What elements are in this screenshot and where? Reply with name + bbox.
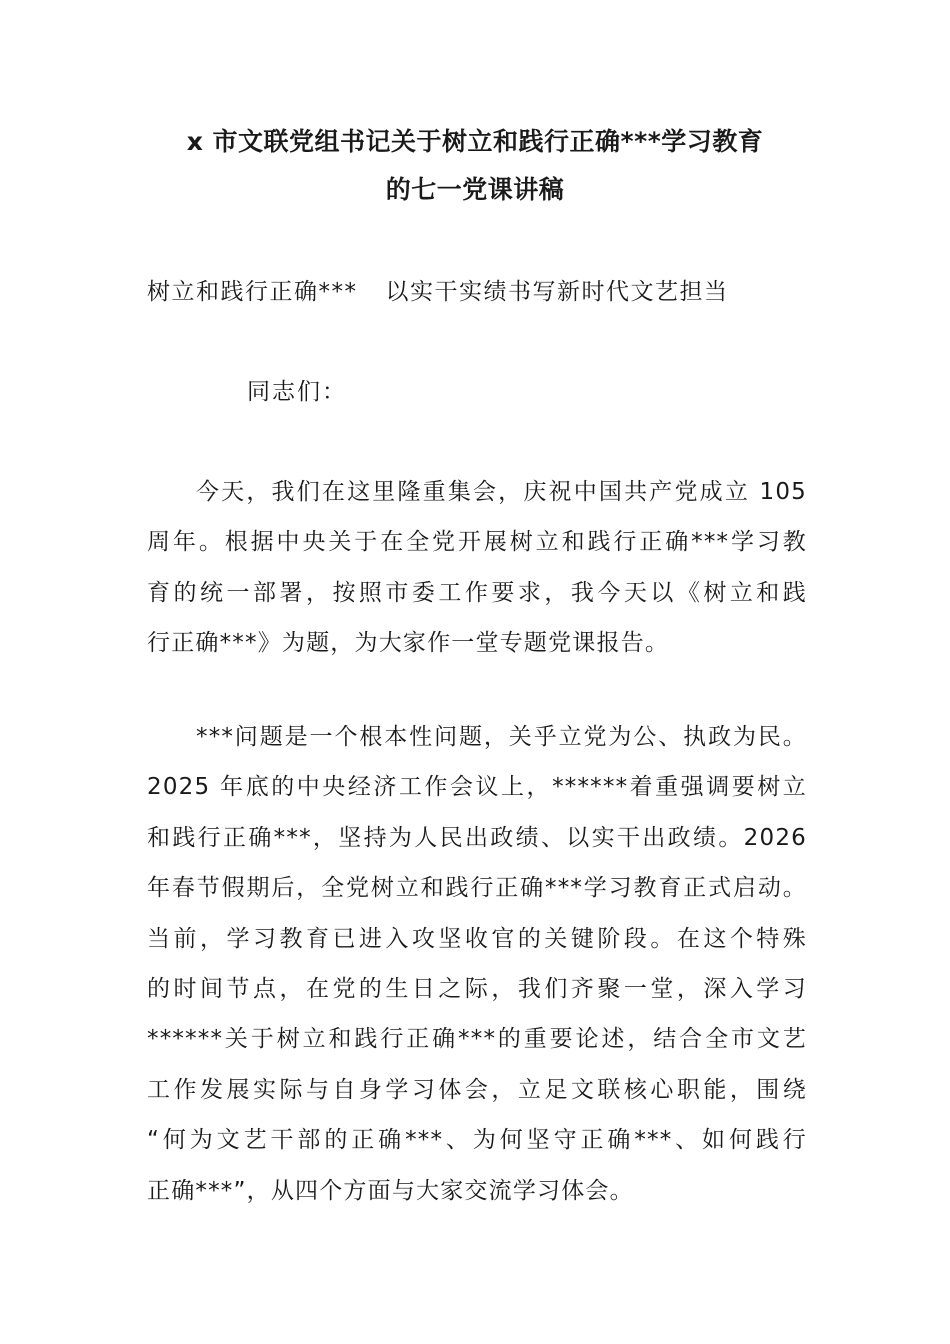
paragraph-line: 正确***”，从四个方面与大家交流学习体会。: [147, 1177, 634, 1204]
paragraph-line: ***问题是一个根本性问题，关乎立党为公、执政为民。: [196, 724, 807, 750]
paragraph-1: [147, 467, 807, 669]
paragraph-line: 行正确***》为题，为大家作一堂专题党课报告。: [147, 630, 670, 657]
document-title: [100, 118, 850, 214]
salutation: 同志们：: [247, 379, 347, 405]
paragraph-line: “何为文艺干部的正确***、为何坚守正确***、如何践行: [147, 1127, 807, 1154]
paragraph-line: ******关于树立和践行正确***的重要论述，结合全市文艺: [147, 1026, 807, 1053]
paragraph-line: 和践行正确***，坚持为人民出政绩、以实干出政绩。2026: [147, 824, 807, 851]
paragraph-line: 今天，我们在这里隆重集会，庆祝中国共产党成立 105: [196, 479, 807, 505]
paragraph-line: 工作发展实际与自身学习体会，立足文联核心职能，围绕: [147, 1076, 807, 1103]
title-line-2: 的七一党课讲稿: [385, 175, 565, 204]
paragraph-2: [147, 712, 807, 1216]
subtitle-left: 树立和践行正确***: [147, 279, 358, 305]
subtitle-right: 以实干实绩书写新时代文艺担当: [385, 279, 729, 305]
paragraph-line: 2025 年底的中央经济工作会议上，******着重强调要树立: [147, 774, 807, 801]
paragraph-line: 年春节假期后，全党树立和践行正确***学习教育正式启动。: [147, 875, 807, 902]
paragraph-line: 当前，学习教育已进入攻坚收官的关键阶段。在这个特殊: [147, 925, 807, 952]
paragraph-line: 周年。根据中央关于在全党开展树立和践行正确***学习教: [147, 529, 807, 556]
title-line-1: x 市文联党组书记关于树立和践行正确***学习教育: [186, 127, 764, 156]
paragraph-line: 育的统一部署，按照市委工作要求，我今天以《树立和践: [147, 579, 807, 606]
document-subtitle: [147, 276, 729, 308]
paragraph-line: 的时间节点，在党的生日之际，我们齐聚一堂，深入学习: [147, 976, 807, 1003]
